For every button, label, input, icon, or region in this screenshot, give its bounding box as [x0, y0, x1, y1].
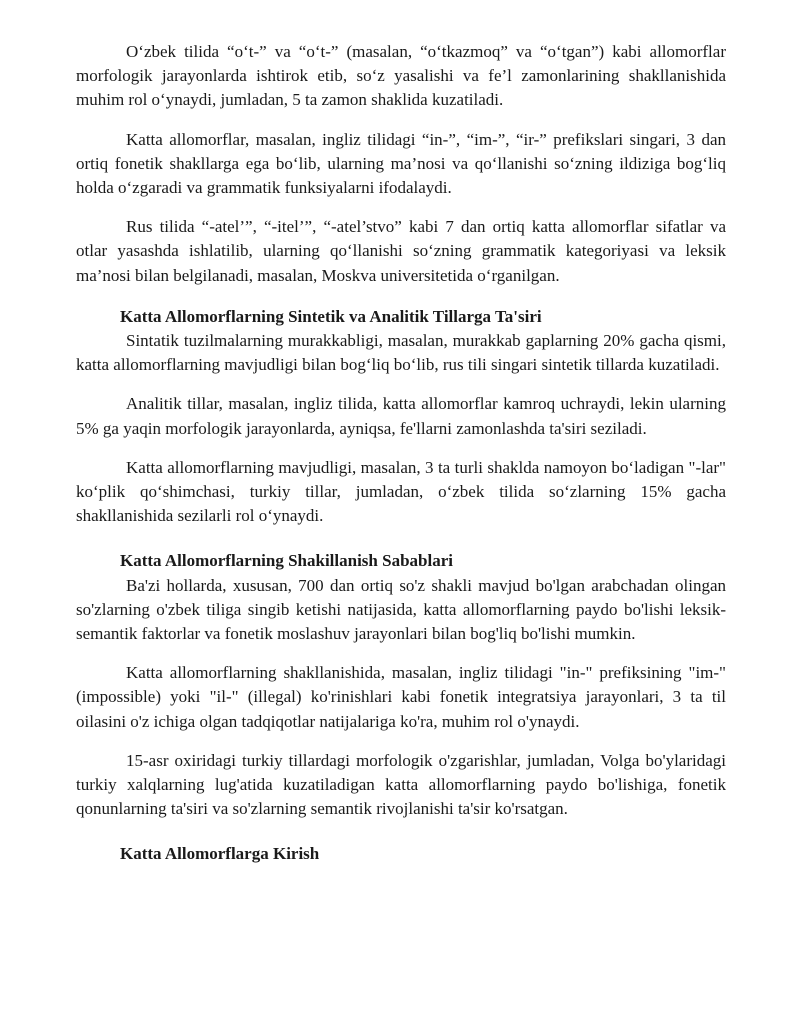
paragraph-15th-century-changes: 15-asr oxiridagi turkiy tillardagi morfologik o'zgarishlar, jumladan, Volga bo'ylaridagi turkiy xalqlarning lug'atida kuzatiladigan katta allomorflarning paydo bo'lishiga, fonetik qonunlarning ta'siri va so'zlarning semantik rivojlanishi ta'sir ko'rsatgan. — [76, 750, 726, 819]
section-heading-formation-causes: Katta Allomorflarning Shakillanish Sabablari — [120, 551, 453, 571]
paragraph-english-prefixes: Katta allomorflar, masalan, ingliz tilidagi “in-”, “im-”, “ir-” prefikslari singari, 3 dan ortiq fonetik shakllarga ega bo‘lib, ularning ma’nosi va qo‘llanishi so‘zning ildiziga bog‘liq holda o‘zgaradi va grammatik funksiyalarni ifodalaydi. — [76, 129, 726, 198]
document-page — [76, 40, 726, 867]
section-heading-introduction: Katta Allomorflarga Kirish — [120, 844, 320, 864]
paragraph-syntactic-structures: Sintatik tuzilmalarning murakkabligi, masalan, murakkab gaplarning 20% gacha qismi, katta allomorflarning mavjudligi bilan bog‘liq bo‘lib, rus tili singari sintetik tillarda kuzatiladi. — [76, 331, 726, 375]
paragraph-uzbek-allomorphs: O‘zbek tilida “o‘t-” va “o‘t-” (masalan, “o‘tkazmoq” va “o‘tgan”) kabi allomorflar morfologik jarayonlarda ishtirok etib, so‘z yasalishi va fe’l zamonlarining shakllanishida muhim rol o‘ynaydi, jumladan, 5 ta zamon shaklida kuzatiladi. — [76, 42, 726, 110]
paragraph-russian-suffixes: Rus tilida “-atel’”, “-itel’”, “-atel’stvo” kabi 7 dan ortiq katta allomorflar sifatlar va otlar yasashda ishlatilib, ularning qo‘llanishi so‘zning grammatik kategoriyasi va leksik ma’nosi bilan belgilanadi, masalan, Moskva universitetida o‘rganilgan. — [76, 217, 726, 285]
section-heading-synthetic-analytic: Katta Allomorflarning Sintetik va Analitik Tillarga Ta'siri — [120, 306, 542, 326]
paragraph-plural-suffix: Katta allomorflarning mavjudligi, masalan, 3 ta turli shaklda namoyon bo‘ladigan "-lar" ko‘plik qo‘shimchasi, turkiy tillar, jumladan, o‘zbek tilida so‘zlarning 15% gacha shakllanishida sezilarli rol o‘ynaydi. — [76, 457, 726, 526]
paragraph-phonetic-integration: Katta allomorflarning shakllanishida, masalan, ingliz tilidagi "in-" prefiksining "im-" (impossible) yoki "il-" (illegal) ko'rinishlari kabi fonetik integratsiya jarayonlari, 3 ta til oilasini o'z ichiga olgan tadqiqotlar natijalariga ko'ra, muhim rol o'ynaydi. — [76, 663, 726, 731]
paragraph-analytic-languages: Analitik tillar, masalan, ingliz tilida, katta allomorflar kamroq uchraydi, lekin ularning 5% ga yaqin morfologik jarayonlarda, ayniqsa, fe'llarni zamonlashda ta'siri seziladi. — [76, 394, 726, 438]
paragraph-arabic-loanwords: Ba'zi hollarda, xususan, 700 dan ortiq so'z shakli mavjud bo'lgan arabchadan olingan so'zlarning o'zbek tiliga singib ketishi natijasida, katta allomorflarning paydo bo'lishi leksik-semantik faktorlar va fonetik moslashuv jarayonlari bilan bog'liq bo'lishi mumkin. — [76, 575, 726, 644]
